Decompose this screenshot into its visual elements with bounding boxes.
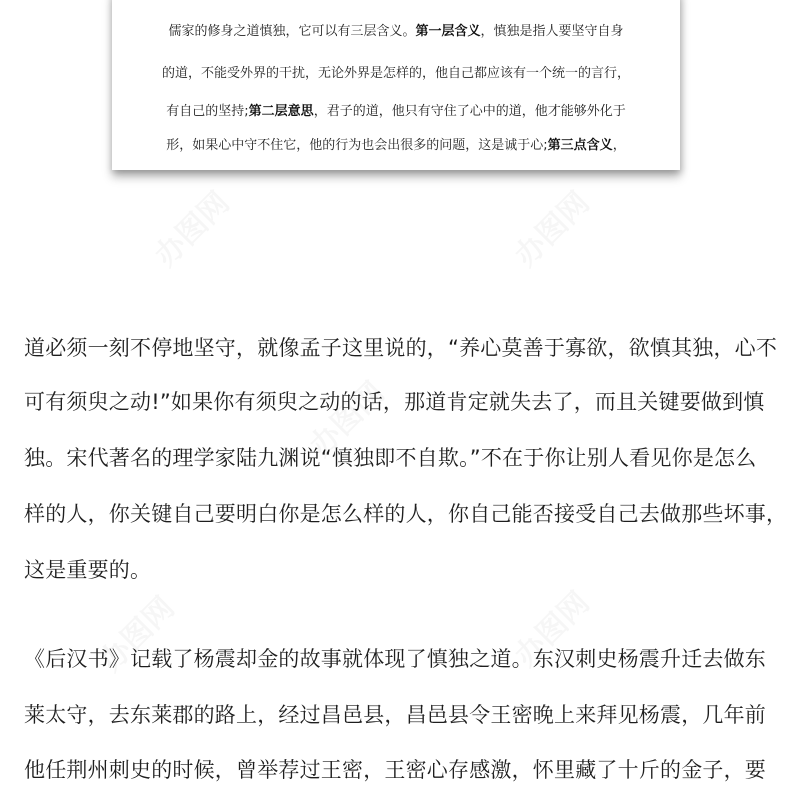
card-line-1 bbox=[112, 23, 680, 41]
card-highlight: 第一层含义 bbox=[415, 24, 481, 39]
paragraph-line: 《后汉书》记载了杨震却金的故事就体现了慎独之道。东汉刺史杨震升迁去做东 bbox=[24, 647, 766, 671]
card-text: 有自己的坚持; bbox=[166, 104, 249, 119]
card-text: ，君子的道，他只有守住了心中的道，他才能够外化于 bbox=[313, 104, 626, 119]
paragraph-line: 可有须臾之动!”如果你有须臾之动的话，那道肯定就失去了，而且关键要做到慎 bbox=[24, 390, 765, 414]
paragraph-line: 这是重要的。 bbox=[24, 558, 152, 582]
card-line-3 bbox=[112, 103, 680, 121]
card-line-2 bbox=[112, 65, 680, 83]
watermark bbox=[143, 180, 238, 275]
excerpt-card bbox=[112, 0, 680, 170]
card-text: ，慎独是指人要坚守自身 bbox=[480, 24, 624, 39]
paragraph-line: 独。宋代著名的理学家陆九渊说“慎独即不自欺。”不在于你让别人看见你是怎么 bbox=[24, 446, 757, 470]
card-highlight: 第二层意思 bbox=[248, 104, 314, 119]
card-text: 儒家的修身之道慎独，它可以有三层含义。 bbox=[168, 24, 416, 39]
card-text: 的道，不能受外界的干扰，无论外界是怎样的，他自己都应该有一个统一的言行， bbox=[161, 66, 630, 81]
card-line-4 bbox=[112, 137, 680, 155]
paragraph-line: 他任荆州刺史的时候，曾举荐过王密，王密心存感激，怀里藏了十斤的金子，要 bbox=[24, 758, 766, 782]
paragraph-line: 样的人，你关键自己要明白你是怎么样的人，你自己能否接受自己去做那些坏事， bbox=[24, 502, 788, 526]
card-highlight: 第三点含义 bbox=[547, 138, 613, 153]
card-text: ， bbox=[612, 138, 626, 153]
paragraph-line: 道必须一刻不停地坚守，就像孟子这里说的，“养心莫善于寡欲，欲慎其独，心不 bbox=[24, 336, 778, 360]
paragraph-line: 莱太守，去东莱郡的路上，经过昌邑县，昌邑县令王密晚上来拜见杨震，几年前 bbox=[24, 703, 766, 727]
card-text: 形，如果心中守不住它，他的行为也会出很多的问题，这是诚于心; bbox=[166, 138, 548, 153]
watermark bbox=[503, 180, 598, 275]
